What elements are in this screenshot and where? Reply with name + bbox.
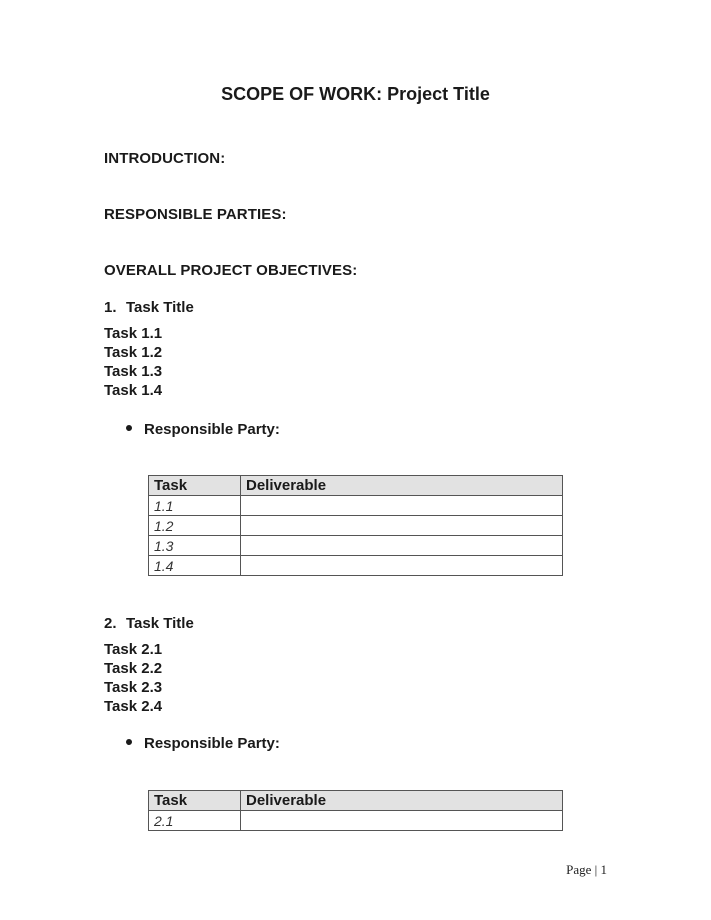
bullet-icon <box>126 425 132 431</box>
deliverable-cell <box>241 536 563 556</box>
section-1-deliverable-table <box>148 475 563 576</box>
section-2-title <box>104 615 194 632</box>
task-item: Task 2.1 <box>104 641 163 658</box>
column-header-deliverable: Deliverable <box>241 791 563 811</box>
heading-introduction: INTRODUCTION: <box>104 150 226 167</box>
deliverable-cell <box>241 496 563 516</box>
section-2-number: 2. <box>104 615 117 632</box>
page-number-footer: Page | 1 <box>566 862 607 877</box>
deliverable-cell <box>241 556 563 576</box>
section-1-title-text: Task Title <box>126 299 194 316</box>
table-row <box>149 516 563 536</box>
section-1-responsible-party <box>126 421 280 438</box>
task-item: Task 1.1 <box>104 325 163 342</box>
responsible-party-label: Responsible Party: <box>144 421 280 438</box>
section-1-task-list <box>104 324 162 400</box>
section-1-title <box>104 299 194 316</box>
task-item: Task 1.3 <box>104 363 163 380</box>
table-row <box>149 496 563 516</box>
heading-objectives: OVERALL PROJECT OBJECTIVES: <box>104 262 358 279</box>
task-item: Task 2.4 <box>104 698 163 715</box>
bullet-icon <box>126 739 132 745</box>
table-header-row <box>149 791 563 811</box>
table-row <box>149 536 563 556</box>
task-item: Task 2.2 <box>104 660 163 677</box>
responsible-party-label: Responsible Party: <box>144 735 280 752</box>
section-2-title-text: Task Title <box>126 615 194 632</box>
task-item: Task 1.4 <box>104 382 163 399</box>
section-1-number: 1. <box>104 299 117 316</box>
task-cell: 1.2 <box>149 516 241 536</box>
table-row <box>149 556 563 576</box>
section-2-responsible-party <box>126 735 280 752</box>
section-2-deliverable-table <box>148 790 563 831</box>
task-cell: 1.4 <box>149 556 241 576</box>
column-header-task: Task <box>149 791 241 811</box>
task-cell: 1.1 <box>149 496 241 516</box>
deliverable-cell <box>241 811 563 831</box>
heading-responsible-parties: RESPONSIBLE PARTIES: <box>104 206 287 223</box>
table-header-row <box>149 476 563 496</box>
column-header-deliverable: Deliverable <box>241 476 563 496</box>
task-item: Task 1.2 <box>104 344 163 361</box>
task-cell: 2.1 <box>149 811 241 831</box>
task-item: Task 2.3 <box>104 679 163 696</box>
section-2-task-list <box>104 640 162 716</box>
task-cell: 1.3 <box>149 536 241 556</box>
table-row <box>149 811 563 831</box>
deliverable-cell <box>241 516 563 536</box>
column-header-task: Task <box>149 476 241 496</box>
page-title: SCOPE OF WORK: Project Title <box>221 84 490 104</box>
